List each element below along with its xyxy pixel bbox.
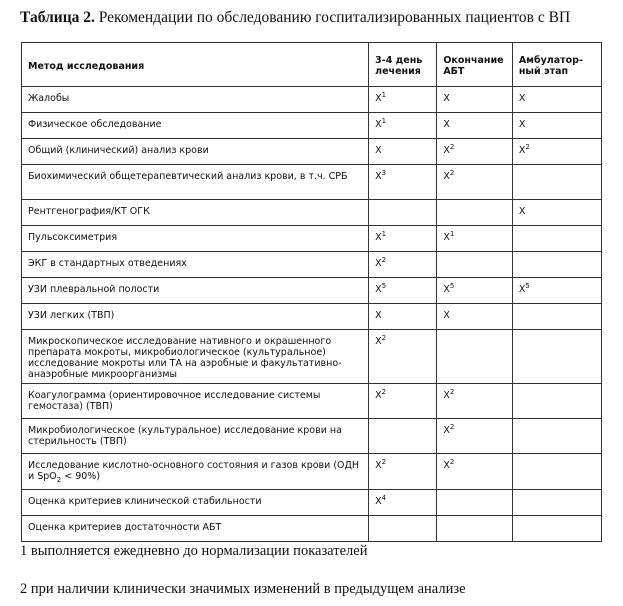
mark-value: Х bbox=[375, 284, 382, 295]
mark-value: Х bbox=[443, 232, 450, 243]
mark-value: Х bbox=[443, 171, 450, 182]
method-name: Физическое обследование bbox=[28, 119, 162, 130]
mark-cell bbox=[437, 454, 513, 490]
mark-value: Х bbox=[375, 258, 382, 269]
table-row bbox=[22, 200, 602, 226]
mark-value: Х bbox=[443, 93, 450, 104]
mark-cell bbox=[512, 330, 601, 384]
table-row bbox=[22, 139, 602, 165]
mark-value: Х bbox=[518, 119, 526, 130]
footnote-2: 2 при наличии клинически значимых изменений в предыдущем анализе bbox=[20, 581, 466, 597]
method-name: Рентгенография/КТ ОГК bbox=[28, 206, 150, 217]
mark-value: Х bbox=[443, 425, 450, 436]
mark-value: Х bbox=[443, 390, 450, 401]
table-row bbox=[22, 489, 602, 515]
caption-label: Таблица 2. bbox=[20, 9, 95, 26]
mark-cell bbox=[369, 489, 437, 515]
mark-footnote-ref: 2 bbox=[381, 387, 387, 396]
mark-footnote-ref: 3 bbox=[381, 168, 387, 177]
mark-cell bbox=[512, 200, 601, 226]
mark-footnote-ref: 2 bbox=[449, 142, 455, 151]
method-name: Исследование кислотно-основного состояния и газов крови (ОДН и SpO bbox=[28, 460, 360, 482]
mark-footnote-ref: 1 bbox=[449, 229, 455, 238]
mark-value: Х bbox=[443, 145, 450, 156]
mark-value: Х bbox=[518, 93, 526, 104]
table-row bbox=[22, 252, 602, 278]
mark-cell bbox=[512, 454, 601, 490]
mark-cell bbox=[369, 278, 437, 304]
mark-cell bbox=[437, 304, 513, 330]
mark-value: Х bbox=[375, 171, 382, 182]
mark-value: Х bbox=[375, 119, 382, 130]
mark-footnote-ref: 2 bbox=[449, 457, 455, 466]
mark-cell bbox=[512, 226, 601, 252]
mark-footnote-ref: 5 bbox=[449, 281, 455, 290]
table-row bbox=[22, 515, 602, 541]
method-name: УЗИ легких (ТВП) bbox=[28, 310, 115, 321]
method-name: Коагулограмма (ориентировочное исследование системы гемостаза) (ТВП) bbox=[28, 390, 321, 412]
mark-value: Х bbox=[518, 206, 526, 217]
mark-cell bbox=[512, 139, 601, 165]
mark-value: Х bbox=[375, 460, 382, 471]
mark-cell bbox=[437, 278, 513, 304]
header-day-3-4: 3-4 день лечения bbox=[369, 43, 437, 87]
mark-footnote-ref: 1 bbox=[381, 229, 387, 238]
mark-value: Х bbox=[375, 336, 382, 347]
method-cell bbox=[22, 87, 369, 113]
method-cell bbox=[22, 330, 369, 384]
method-cell bbox=[22, 489, 369, 515]
method-cell bbox=[22, 226, 369, 252]
mark-footnote-ref: 2 bbox=[381, 333, 387, 342]
mark-footnote-ref: 2 bbox=[449, 422, 455, 431]
mark-value: Х bbox=[443, 460, 450, 471]
mark-value: Х bbox=[375, 145, 382, 156]
header-method: Метод исследования bbox=[22, 43, 369, 87]
caption-text: Рекомендации по обследованию госпитализированных пациентов с ВП bbox=[98, 9, 571, 26]
method-name: Жалобы bbox=[28, 93, 70, 104]
mark-cell bbox=[437, 200, 513, 226]
method-cell bbox=[22, 200, 369, 226]
mark-cell bbox=[437, 384, 513, 419]
mark-cell bbox=[369, 515, 437, 541]
table-caption bbox=[20, 9, 570, 27]
mark-cell bbox=[369, 165, 437, 200]
recommendations-table bbox=[21, 42, 602, 542]
mark-cell bbox=[512, 515, 601, 541]
method-name: Микробиологическое (культуральное) исследование крови на стерильность (ТВП) bbox=[28, 425, 342, 447]
mark-cell bbox=[512, 113, 601, 139]
mark-cell bbox=[512, 87, 601, 113]
mark-cell bbox=[369, 113, 437, 139]
mark-cell bbox=[369, 87, 437, 113]
mark-cell bbox=[369, 139, 437, 165]
mark-cell bbox=[437, 226, 513, 252]
mark-footnote-ref: 2 bbox=[449, 168, 455, 177]
mark-value: Х bbox=[443, 310, 450, 321]
mark-cell bbox=[437, 419, 513, 454]
mark-value: Х bbox=[518, 284, 526, 295]
mark-cell bbox=[512, 278, 601, 304]
mark-cell bbox=[512, 304, 601, 330]
method-cell bbox=[22, 384, 369, 419]
method-name: Микроскопическое исследование нативного и окрашенного препарата мокроты, микробиологическое (культуральное) исследование мокроты или ТА на аэробные и факультативно-анаэробные микроорганизмы bbox=[28, 336, 342, 380]
mark-cell bbox=[437, 489, 513, 515]
mark-footnote-ref: 4 bbox=[381, 493, 387, 502]
mark-footnote-ref: 2 bbox=[381, 255, 387, 264]
method-name: Оценка критериев достаточности АБТ bbox=[28, 521, 222, 533]
mark-footnote-ref: 1 bbox=[381, 116, 387, 125]
mark-cell bbox=[369, 304, 437, 330]
table-row bbox=[22, 454, 602, 490]
method-cell bbox=[22, 278, 369, 304]
table-row bbox=[22, 384, 602, 419]
mark-cell bbox=[437, 139, 513, 165]
mark-footnote-ref: 5 bbox=[525, 281, 530, 290]
method-name: ЭКГ в стандартных отведениях bbox=[28, 258, 187, 269]
method-cell bbox=[22, 139, 369, 165]
method-cell bbox=[22, 515, 369, 541]
mark-cell bbox=[369, 252, 437, 278]
table-row bbox=[22, 226, 602, 252]
mark-cell bbox=[437, 113, 513, 139]
method-name: Оценка критериев клинической стабильности bbox=[28, 495, 262, 507]
table-row bbox=[22, 304, 602, 330]
mark-value: Х bbox=[375, 495, 382, 507]
method-cell bbox=[22, 419, 369, 454]
method-cell bbox=[22, 113, 369, 139]
mark-cell bbox=[369, 419, 437, 454]
mark-value: Х bbox=[375, 390, 382, 401]
method-name: Пульсоксиметрия bbox=[28, 232, 118, 243]
mark-cell bbox=[512, 252, 601, 278]
table-row bbox=[22, 87, 602, 113]
mark-cell bbox=[369, 384, 437, 419]
mark-cell bbox=[512, 165, 601, 200]
mark-cell bbox=[437, 252, 513, 278]
mark-cell bbox=[369, 226, 437, 252]
mark-footnote-ref: 2 bbox=[381, 457, 387, 466]
header-outpatient: Амбулатор-ный этап bbox=[512, 43, 601, 87]
method-cell bbox=[22, 252, 369, 278]
mark-value: Х bbox=[518, 145, 526, 156]
header-abt-end: Окончание АБТ bbox=[437, 43, 513, 87]
mark-cell bbox=[437, 330, 513, 384]
mark-footnote-ref: 5 bbox=[381, 281, 387, 290]
method-cell bbox=[22, 454, 369, 490]
table-row bbox=[22, 113, 602, 139]
mark-value: Х bbox=[375, 310, 382, 321]
table-row bbox=[22, 419, 602, 454]
mark-cell bbox=[437, 87, 513, 113]
mark-cell bbox=[512, 419, 601, 454]
method-name: Общий (клинический) анализ крови bbox=[28, 145, 209, 156]
method-cell bbox=[22, 304, 369, 330]
mark-cell bbox=[512, 384, 601, 419]
footnote-1: 1 выполняется ежедневно до нормализации показателей bbox=[20, 543, 368, 559]
mark-footnote-ref: 2 bbox=[525, 142, 530, 151]
mark-cell bbox=[512, 489, 601, 515]
mark-value: Х bbox=[443, 119, 450, 130]
table-row bbox=[22, 165, 602, 200]
mark-cell bbox=[369, 200, 437, 226]
mark-cell bbox=[369, 330, 437, 384]
mark-value: Х bbox=[375, 93, 382, 104]
mark-footnote-ref: 1 bbox=[381, 90, 387, 99]
mark-value: Х bbox=[443, 284, 450, 295]
method-name-tail: < 90%) bbox=[61, 471, 101, 482]
method-name: УЗИ плевральной полости bbox=[28, 284, 160, 295]
mark-value: Х bbox=[375, 232, 382, 243]
method-name: Биохимический общетерапевтический анализ крови, в т.ч. СРБ bbox=[28, 171, 348, 182]
table-row bbox=[22, 278, 602, 304]
mark-cell bbox=[437, 165, 513, 200]
method-cell bbox=[22, 165, 369, 200]
table-row bbox=[22, 330, 602, 384]
mark-cell bbox=[369, 454, 437, 490]
mark-cell bbox=[437, 515, 513, 541]
header-row bbox=[22, 43, 602, 87]
table-body bbox=[22, 87, 602, 542]
mark-footnote-ref: 2 bbox=[449, 387, 455, 396]
method-name-subscript: 2 bbox=[56, 475, 62, 484]
